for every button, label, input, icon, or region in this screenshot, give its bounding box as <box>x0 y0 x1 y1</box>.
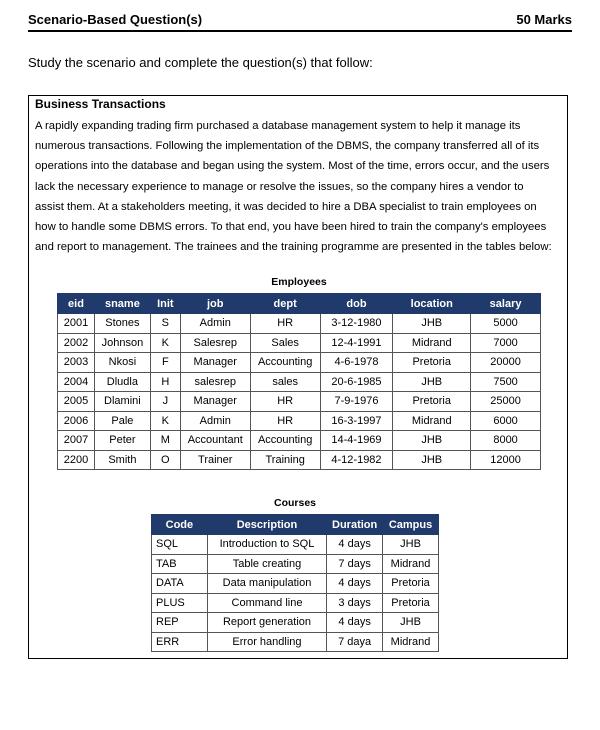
table-cell: Sales <box>250 333 320 353</box>
table-cell: JHB <box>393 372 471 392</box>
table-cell: Admin <box>180 411 250 431</box>
table-cell: Pale <box>94 411 150 431</box>
scenario-paragraph <box>35 116 563 257</box>
table-row <box>58 450 541 470</box>
table-cell: Introduction to SQL <box>207 535 326 555</box>
scenario-line: assist them. At a stakeholders meeting, it was decided to hire a DBA specialist to train employees on <box>35 200 537 213</box>
table-cell: HR <box>250 411 320 431</box>
scenario-line: A rapidly expanding trading firm purchased a database management system to help it manage its <box>35 120 521 132</box>
table-cell: HR <box>250 314 320 334</box>
table-cell: JHB <box>383 535 439 555</box>
table-cell: Manager <box>180 353 250 373</box>
page-header <box>28 8 572 32</box>
table-cell: Pretoria <box>393 392 471 412</box>
table-row <box>58 372 541 392</box>
employees-col-header: sname <box>94 294 150 314</box>
table-row <box>58 333 541 353</box>
table-cell: JHB <box>393 431 471 451</box>
table-cell: 7000 <box>471 333 541 353</box>
table-cell: 4 days <box>327 574 383 594</box>
table-cell: TAB <box>152 554 208 574</box>
table-cell: salesrep <box>180 372 250 392</box>
table-cell: 14-4-1969 <box>320 431 393 451</box>
employees-table <box>57 293 541 470</box>
table-cell: HR <box>250 392 320 412</box>
table-cell: Dlamini <box>94 392 150 412</box>
table-cell: 2004 <box>58 372 95 392</box>
table-cell: DATA <box>152 574 208 594</box>
table-cell: Midrand <box>393 333 471 353</box>
scenario-box <box>28 95 568 659</box>
marks-label: 50 Marks <box>516 11 572 27</box>
employees-col-header: dept <box>250 294 320 314</box>
table-cell: 6000 <box>471 411 541 431</box>
table-cell: O <box>150 450 180 470</box>
table-cell: H <box>150 372 180 392</box>
courses-table <box>151 514 439 652</box>
employees-col-header: dob <box>320 294 393 314</box>
table-cell: Midrand <box>383 554 439 574</box>
table-cell: Report generation <box>207 613 326 633</box>
table-row <box>58 314 541 334</box>
courses-caption: Courses <box>273 497 316 509</box>
table-cell: S <box>150 314 180 334</box>
table-row <box>152 632 439 652</box>
table-cell: K <box>150 333 180 353</box>
table-row <box>58 411 541 431</box>
table-cell: PLUS <box>152 593 208 613</box>
table-cell: ERR <box>152 632 208 652</box>
table-row <box>58 392 541 412</box>
table-cell: Johnson <box>94 333 150 353</box>
section-title: Scenario-Based Question(s) <box>28 11 203 27</box>
employees-caption: Employees <box>271 276 327 288</box>
employees-col-header: eid <box>58 294 95 314</box>
table-row <box>152 613 439 633</box>
table-cell: JHB <box>393 314 471 334</box>
table-cell: M <box>150 431 180 451</box>
employees-col-header: job <box>180 294 250 314</box>
table-cell: 4 days <box>327 613 383 633</box>
table-cell: Pretoria <box>383 574 439 594</box>
table-cell: Accounting <box>250 431 320 451</box>
table-cell: K <box>150 411 180 431</box>
table-cell: 5000 <box>471 314 541 334</box>
employees-col-header: salary <box>471 294 541 314</box>
table-cell: Admin <box>180 314 250 334</box>
table-row <box>152 574 439 594</box>
table-cell: Dludla <box>94 372 150 392</box>
table-cell: 12000 <box>471 450 541 470</box>
table-cell: 8000 <box>471 431 541 451</box>
table-cell: Training <box>250 450 320 470</box>
courses-col-header: Description <box>207 515 326 535</box>
table-cell: 16-3-1997 <box>320 411 393 431</box>
table-cell: Data manipulation <box>207 574 326 594</box>
table-cell: 2006 <box>58 411 95 431</box>
table-cell: 3 days <box>327 593 383 613</box>
table-cell: Accounting <box>250 353 320 373</box>
table-cell: Pretoria <box>393 353 471 373</box>
table-cell: 20000 <box>471 353 541 373</box>
scenario-line: lack the necessary experience to manage or resolve the issues, so the company hires a vendor to <box>35 180 524 193</box>
table-cell: 2007 <box>58 431 95 451</box>
table-cell: REP <box>152 613 208 633</box>
scenario-line: operations into the database and began using the system. Most of the time, errors occur, and the users <box>35 160 550 173</box>
table-cell: 7-9-1976 <box>320 392 393 412</box>
table-row <box>58 353 541 373</box>
table-cell: Trainer <box>180 450 250 470</box>
table-cell: sales <box>250 372 320 392</box>
table-cell: J <box>150 392 180 412</box>
table-cell: 4-12-1982 <box>320 450 393 470</box>
courses-col-header: Campus <box>383 515 439 535</box>
table-cell: Error handling <box>207 632 326 652</box>
table-cell: Peter <box>94 431 150 451</box>
table-row <box>152 535 439 555</box>
table-cell: Midrand <box>393 411 471 431</box>
courses-col-header: Code <box>152 515 208 535</box>
table-cell: SQL <box>152 535 208 555</box>
table-cell: 7 daya <box>327 632 383 652</box>
scenario-line: how to handle some DBMS errors. To that end, you have been hired to train the company's employees <box>35 221 547 234</box>
table-cell: Smith <box>94 450 150 470</box>
table-cell: 7 days <box>327 554 383 574</box>
table-cell: 2002 <box>58 333 95 353</box>
table-cell: Table creating <box>207 554 326 574</box>
employees-col-header: location <box>393 294 471 314</box>
table-cell: Manager <box>180 392 250 412</box>
scenario-title: Business Transactions <box>35 97 166 111</box>
table-cell: Accountant <box>180 431 250 451</box>
table-cell: JHB <box>393 450 471 470</box>
table-cell: Midrand <box>383 632 439 652</box>
table-cell: 2200 <box>58 450 95 470</box>
table-cell: Pretoria <box>383 593 439 613</box>
table-cell: 2003 <box>58 353 95 373</box>
employees-col-header: Init <box>150 294 180 314</box>
table-cell: 2005 <box>58 392 95 412</box>
courses-col-header: Duration <box>327 515 383 535</box>
table-row <box>152 593 439 613</box>
table-cell: 12-4-1991 <box>320 333 393 353</box>
table-row <box>58 431 541 451</box>
table-cell: 4-6-1978 <box>320 353 393 373</box>
table-cell: 3-12-1980 <box>320 314 393 334</box>
table-cell: F <box>150 353 180 373</box>
table-row <box>152 554 439 574</box>
table-cell: Salesrep <box>180 333 250 353</box>
table-cell: 4 days <box>327 535 383 555</box>
table-cell: Nkosi <box>94 353 150 373</box>
table-cell: JHB <box>383 613 439 633</box>
table-cell: Stones <box>94 314 150 334</box>
table-cell: 2001 <box>58 314 95 334</box>
scenario-line: numerous transactions. Following the implementation of the DBMS, the company transferred all of its <box>35 140 540 153</box>
table-cell: 25000 <box>471 392 541 412</box>
instruction-text: Study the scenario and complete the question(s) that follow: <box>28 55 373 70</box>
table-cell: 20-6-1985 <box>320 372 393 392</box>
table-cell: 7500 <box>471 372 541 392</box>
scenario-line: and report to management. The trainees and the training programme are presented in the tables below: <box>35 241 552 254</box>
table-cell: Command line <box>207 593 326 613</box>
